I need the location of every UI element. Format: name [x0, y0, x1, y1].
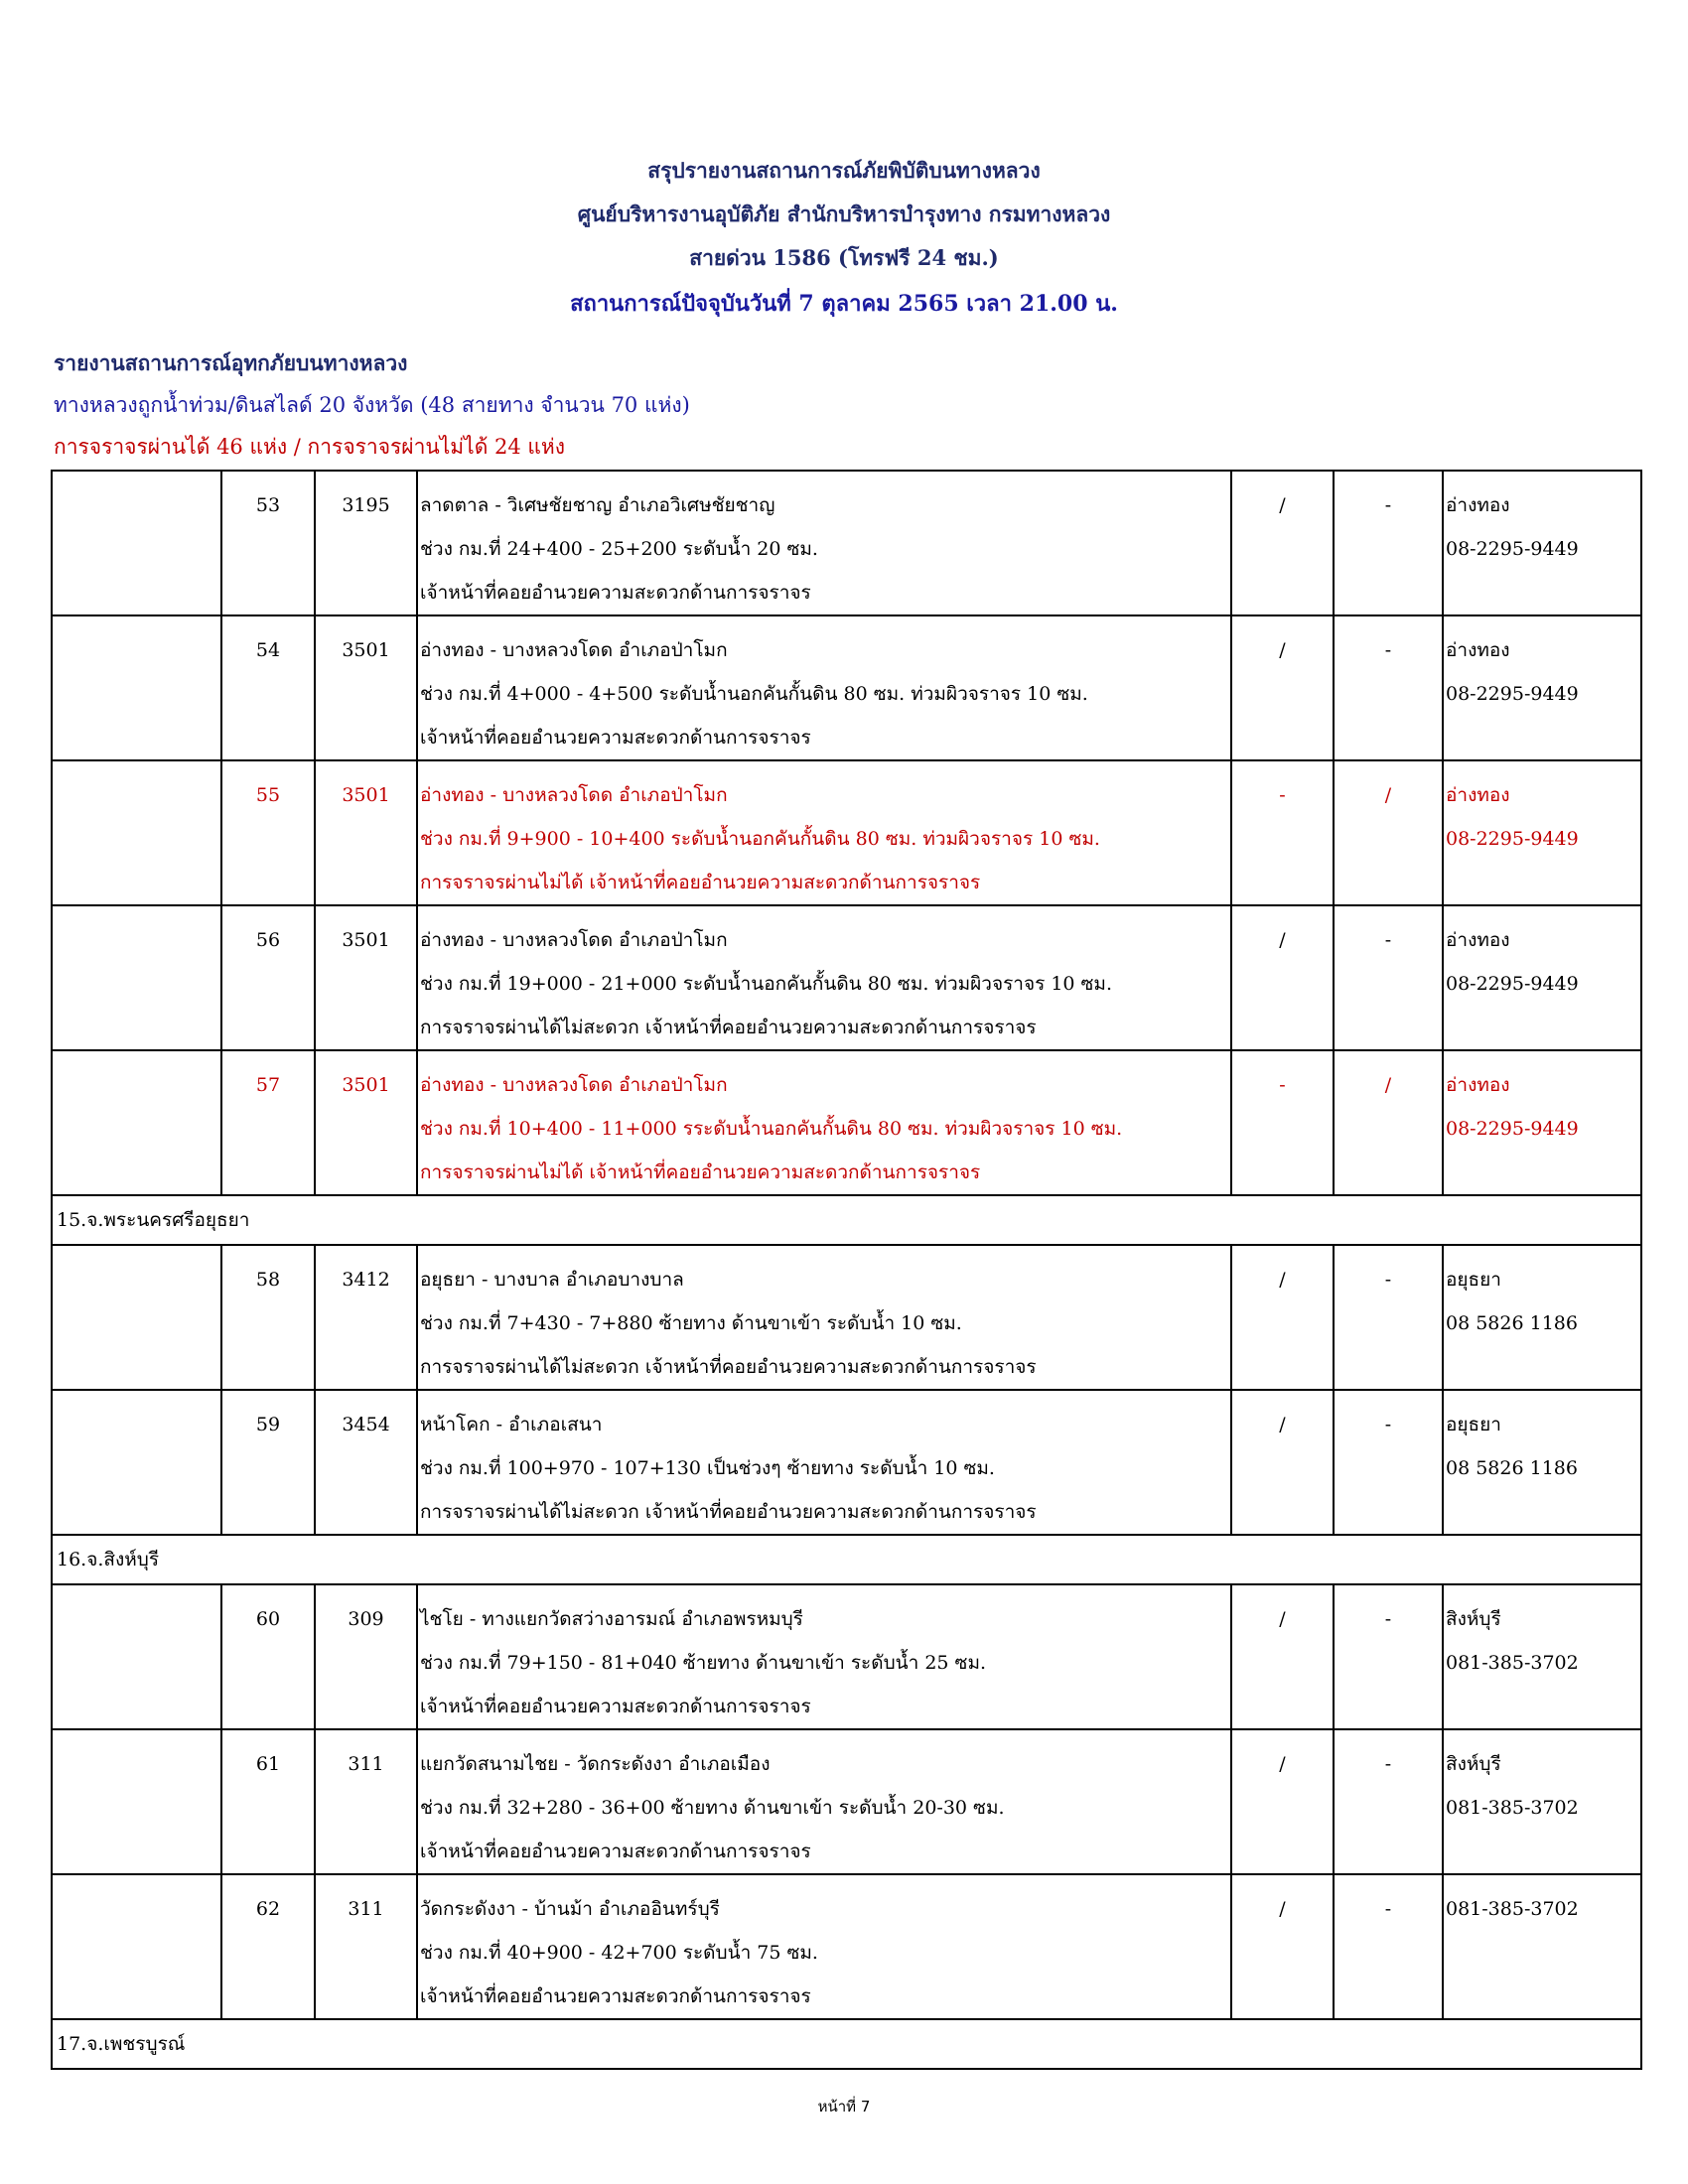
- province-name: 17.จ.เพชรบูรณ์: [52, 2019, 1641, 2069]
- incident-description-l1: อ่างทอง - บางหลวงโดด อำเภอป่าโมก: [420, 639, 728, 661]
- passable-flag-pass: /: [1279, 1753, 1286, 1775]
- incident-description-l3: การจราจรผ่านได้ไม่สะดวก เจ้าหน้าที่คอยอำนวยความสะดวกด้านการจราจร: [420, 1501, 1037, 1523]
- route-number: [315, 615, 417, 760]
- contact-info-c2: 081-385-3702: [1446, 1652, 1579, 1674]
- incident-description-l2: ช่วง กม.ที่ 40+900 - 42+700 ระดับน้ำ 75 ซม.: [420, 1942, 818, 1964]
- contact-info-c1: อยุธยา: [1446, 1414, 1501, 1435]
- route-number-code: 3454: [342, 1414, 390, 1435]
- incident-description-l2: ช่วง กม.ที่ 24+400 - 25+200 ระดับน้ำ 20 ซม.: [420, 538, 818, 560]
- contact-info: [1443, 1245, 1641, 1390]
- row-number-no: 56: [255, 929, 281, 951]
- contact-info-c1: อ่างทอง: [1446, 494, 1510, 516]
- route-number: [315, 1050, 417, 1195]
- impassable-flag-nopass: -: [1384, 639, 1392, 661]
- incident-description-l2: ช่วง กม.ที่ 79+150 - 81+040 ซ้ายทาง ด้านขาเข้า ระดับน้ำ 25 ซม.: [420, 1652, 987, 1674]
- impassable-flag-nopass: /: [1384, 784, 1392, 806]
- incident-description: [417, 471, 1231, 615]
- passable-flag: [1231, 1874, 1334, 2019]
- route-number-code: 311: [348, 1898, 384, 1920]
- report-title: สรุปรายงานสถานการณ์ภัยพิบัติบนทางหลวง: [647, 158, 1041, 183]
- route-number: [315, 905, 417, 1050]
- route-number-code: 3501: [342, 1074, 390, 1096]
- incident-description-l3: การจราจรผ่านไม่ได้ เจ้าหน้าที่คอยอำนวยความสะดวกด้านการจราจร: [420, 1161, 981, 1183]
- incident-description-l3: เจ้าหน้าที่คอยอำนวยความสะดวกด้านการจราจร: [420, 727, 811, 749]
- route-number: [315, 1729, 417, 1874]
- passable-flag: [1231, 1050, 1334, 1195]
- row-number: [221, 1729, 315, 1874]
- blank-cell: [52, 1245, 221, 1390]
- row-number-no: 60: [255, 1608, 281, 1630]
- passable-flag: [1231, 471, 1334, 615]
- incident-description-l2: ช่วง กม.ที่ 7+430 - 7+880 ซ้ายทาง ด้านขาเข้า ระดับน้ำ 10 ซม.: [420, 1312, 962, 1334]
- impassable-flag-nopass: /: [1384, 1074, 1392, 1096]
- passable-flag: [1231, 615, 1334, 760]
- impassable-flag-nopass: -: [1384, 1898, 1392, 1920]
- passable-flag: [1231, 760, 1334, 905]
- route-number: [315, 1390, 417, 1535]
- contact-info: [1443, 1584, 1641, 1729]
- impassable-flag: [1334, 1729, 1443, 1874]
- route-number-code: 3412: [342, 1269, 390, 1291]
- route-number: [315, 1584, 417, 1729]
- blank-cell: [52, 471, 221, 615]
- incident-description-l3: เจ้าหน้าที่คอยอำนวยความสะดวกด้านการจราจร: [420, 582, 811, 604]
- passable-flag: [1231, 1245, 1334, 1390]
- flood-summary: [54, 342, 690, 468]
- incident-description-l1: อ่างทอง - บางหลวงโดด อำเภอป่าโมก: [420, 784, 728, 806]
- row-number-no: 55: [255, 784, 281, 806]
- route-number-code: 3501: [342, 784, 390, 806]
- contact-info: [1443, 1874, 1641, 2019]
- row-number: [221, 471, 315, 615]
- incident-description-l1: อยุธยา - บางบาล อำเภอบางบาล: [420, 1269, 684, 1291]
- incident-description-l1: ลาดตาล - วิเศษชัยชาญ อำเภอวิเศษชัยชาญ: [420, 494, 775, 516]
- passable-flag: [1231, 1390, 1334, 1535]
- contact-info-c2: 08 5826 1186: [1446, 1312, 1578, 1334]
- table-row: [52, 1584, 1641, 1729]
- row-number-no: 53: [255, 494, 281, 516]
- row-number-no: 58: [255, 1269, 281, 1291]
- incident-description-l3: การจราจรผ่านไม่ได้ เจ้าหน้าที่คอยอำนวยความสะดวกด้านการจราจร: [420, 872, 981, 893]
- contact-info-c1: อ่างทอง: [1446, 1074, 1510, 1096]
- summary-affected: ทางหลวงถูกน้ำท่วม/ดินสไลด์ 20 จังหวัด (48 สายทาง จำนวน 70 แห่ง): [54, 393, 690, 417]
- row-number-no: 61: [255, 1753, 281, 1775]
- summary-title: รายงานสถานการณ์อุทกภัยบนทางหลวง: [54, 350, 408, 375]
- contact-info-c1: อ่างทอง: [1446, 639, 1510, 661]
- province-header-row: [52, 1535, 1641, 1584]
- route-number-code: 3501: [342, 929, 390, 951]
- province-header-row: [52, 2019, 1641, 2069]
- table-row: [52, 1729, 1641, 1874]
- incident-description-l2: ช่วง กม.ที่ 32+280 - 36+00 ซ้ายทาง ด้านขาเข้า ระดับน้ำ 20-30 ซม.: [420, 1797, 1005, 1819]
- impassable-flag: [1334, 471, 1443, 615]
- contact-info-c1: สิงห์บุรี: [1446, 1608, 1501, 1630]
- passable-flag-pass: /: [1279, 639, 1286, 661]
- row-number-no: 62: [255, 1898, 281, 1920]
- blank-cell: [52, 1390, 221, 1535]
- impassable-flag: [1334, 760, 1443, 905]
- passable-flag-pass: /: [1279, 1414, 1286, 1435]
- row-number: [221, 1050, 315, 1195]
- contact-info-c1: 081-385-3702: [1446, 1898, 1579, 1920]
- incident-description-l2: ช่วง กม.ที่ 4+000 - 4+500 ระดับน้ำนอกคันกั้นดิน 80 ซม. ท่วมผิวจราจร 10 ซม.: [420, 683, 1088, 705]
- incident-description-l1: ไชโย - ทางแยกวัดสว่างอารมณ์ อำเภอพรหมบุรี: [420, 1608, 803, 1630]
- contact-info-c2: 08 5826 1186: [1446, 1457, 1578, 1479]
- blank-cell: [52, 760, 221, 905]
- contact-info-c1: อยุธยา: [1446, 1269, 1501, 1291]
- route-number-code: 309: [348, 1608, 384, 1630]
- incident-table: [51, 470, 1642, 2070]
- incident-description-l3: การจราจรผ่านได้ไม่สะดวก เจ้าหน้าที่คอยอำนวยความสะดวกด้านการจราจร: [420, 1017, 1037, 1038]
- passable-flag-pass: -: [1279, 1074, 1286, 1096]
- blank-cell: [52, 905, 221, 1050]
- contact-info-c1: อ่างทอง: [1446, 929, 1510, 951]
- impassable-flag-nopass: -: [1384, 1753, 1392, 1775]
- route-number-code: 3195: [342, 494, 390, 516]
- incident-description-l2: ช่วง กม.ที่ 10+400 - 11+000 รระดับน้ำนอกคันกั้นดิน 80 ซม. ท่วมผิวจราจร 10 ซม.: [420, 1118, 1123, 1140]
- incident-description: [417, 1245, 1231, 1390]
- incident-description-l1: แยกวัดสนามไชย - วัดกระดังงา อำเภอเมือง: [420, 1753, 771, 1775]
- impassable-flag: [1334, 1874, 1443, 2019]
- contact-info: [1443, 471, 1641, 615]
- incident-description-l1: อ่างทอง - บางหลวงโดด อำเภอป่าโมก: [420, 1074, 728, 1096]
- row-number: [221, 615, 315, 760]
- blank-cell: [52, 1050, 221, 1195]
- incident-description-l3: การจราจรผ่านได้ไม่สะดวก เจ้าหน้าที่คอยอำนวยความสะดวกด้านการจราจร: [420, 1356, 1037, 1378]
- row-number: [221, 1390, 315, 1535]
- impassable-flag-nopass: -: [1384, 929, 1392, 951]
- contact-info: [1443, 1729, 1641, 1874]
- impassable-flag: [1334, 1050, 1443, 1195]
- table-row: [52, 905, 1641, 1050]
- route-number-code: 311: [348, 1753, 384, 1775]
- incident-description: [417, 905, 1231, 1050]
- province-name: 15.จ.พระนครศรีอยุธยา: [52, 1195, 1641, 1245]
- incident-description: [417, 1390, 1231, 1535]
- page-number: หน้าที่ 7: [817, 2098, 871, 2116]
- blank-cell: [52, 1584, 221, 1729]
- contact-info-c2: 08-2295-9449: [1446, 973, 1579, 995]
- incident-description: [417, 1584, 1231, 1729]
- incident-description-l1: อ่างทอง - บางหลวงโดด อำเภอป่าโมก: [420, 929, 728, 951]
- row-number-no: 57: [255, 1074, 281, 1096]
- contact-info-c2: 081-385-3702: [1446, 1797, 1579, 1819]
- contact-info-c1: อ่างทอง: [1446, 784, 1510, 806]
- row-number: [221, 1584, 315, 1729]
- contact-info: [1443, 905, 1641, 1050]
- summary-traffic: การจราจรผ่านได้ 46 แห่ง / การจราจรผ่านไม่ได้ 24 แห่ง: [54, 435, 566, 459]
- impassable-flag-nopass: -: [1384, 1414, 1392, 1435]
- contact-info-c2: 08-2295-9449: [1446, 1118, 1579, 1140]
- row-number: [221, 760, 315, 905]
- passable-flag-pass: -: [1279, 784, 1286, 806]
- incident-description-l2: ช่วง กม.ที่ 100+970 - 107+130 เป็นช่วงๆ ซ้ายทาง ระดับน้ำ 10 ซม.: [420, 1457, 995, 1479]
- route-number: [315, 471, 417, 615]
- incident-description: [417, 1050, 1231, 1195]
- incident-description-l1: วัดกระดังงา - บ้านม้า อำเภออินทร์บุรี: [420, 1898, 720, 1920]
- incident-description-l1: หน้าโคก - อำเภอเสนา: [420, 1414, 603, 1435]
- contact-info: [1443, 1050, 1641, 1195]
- incident-description-l3: เจ้าหน้าที่คอยอำนวยความสะดวกด้านการจราจร: [420, 1841, 811, 1862]
- contact-info-c1: สิงห์บุรี: [1446, 1753, 1501, 1775]
- incident-description-l3: เจ้าหน้าที่คอยอำนวยความสะดวกด้านการจราจร: [420, 1696, 811, 1717]
- table-row: [52, 1390, 1641, 1535]
- passable-flag-pass: /: [1279, 1898, 1286, 1920]
- contact-info-c2: 08-2295-9449: [1446, 683, 1579, 705]
- impassable-flag: [1334, 1245, 1443, 1390]
- passable-flag-pass: /: [1279, 494, 1286, 516]
- incident-description: [417, 760, 1231, 905]
- contact-info-c2: 08-2295-9449: [1446, 538, 1579, 560]
- row-number: [221, 1245, 315, 1390]
- row-number-no: 59: [255, 1414, 281, 1435]
- report-header: [0, 149, 1688, 326]
- report-datetime: สถานการณ์ปัจจุบันวันที่ 7 ตุลาคม 2565 เวลา 21.00 น.: [570, 291, 1118, 317]
- impassable-flag-nopass: -: [1384, 1608, 1392, 1630]
- province-name: 16.จ.สิงห์บุรี: [52, 1535, 1641, 1584]
- passable-flag: [1231, 905, 1334, 1050]
- table-row: [52, 471, 1641, 615]
- report-hotline: สายด่วน 1586 (โทรฟรี 24 ชม.): [689, 245, 999, 270]
- blank-cell: [52, 615, 221, 760]
- province-header-row: [52, 1195, 1641, 1245]
- blank-cell: [52, 1729, 221, 1874]
- impassable-flag: [1334, 1584, 1443, 1729]
- table-row: [52, 1050, 1641, 1195]
- route-number: [315, 760, 417, 905]
- row-number: [221, 1874, 315, 2019]
- passable-flag: [1231, 1729, 1334, 1874]
- contact-info: [1443, 615, 1641, 760]
- incident-description: [417, 1729, 1231, 1874]
- passable-flag: [1231, 1584, 1334, 1729]
- report-department: ศูนย์บริหารงานอุบัติภัย สำนักบริหารบำรุงทาง กรมทางหลวง: [577, 202, 1111, 226]
- route-number: [315, 1245, 417, 1390]
- blank-cell: [52, 1874, 221, 2019]
- impassable-flag: [1334, 615, 1443, 760]
- table-row: [52, 1245, 1641, 1390]
- row-number-no: 54: [255, 639, 281, 661]
- contact-info: [1443, 1390, 1641, 1535]
- table-row: [52, 1874, 1641, 2019]
- impassable-flag-nopass: -: [1384, 1269, 1392, 1291]
- passable-flag-pass: /: [1279, 929, 1286, 951]
- impassable-flag: [1334, 1390, 1443, 1535]
- table-row: [52, 615, 1641, 760]
- route-number-code: 3501: [342, 639, 390, 661]
- table-row: [52, 760, 1641, 905]
- impassable-flag: [1334, 905, 1443, 1050]
- incident-description-l3: เจ้าหน้าที่คอยอำนวยความสะดวกด้านการจราจร: [420, 1985, 811, 2007]
- route-number: [315, 1874, 417, 2019]
- incident-description: [417, 1874, 1231, 2019]
- incident-description: [417, 615, 1231, 760]
- impassable-flag-nopass: -: [1384, 494, 1392, 516]
- contact-info: [1443, 760, 1641, 905]
- incident-description-l2: ช่วง กม.ที่ 9+900 - 10+400 ระดับน้ำนอกคันกั้นดิน 80 ซม. ท่วมผิวจราจร 10 ซม.: [420, 828, 1100, 850]
- row-number: [221, 905, 315, 1050]
- incident-description-l2: ช่วง กม.ที่ 19+000 - 21+000 ระดับน้ำนอกคันกั้นดิน 80 ซม. ท่วมผิวจราจร 10 ซม.: [420, 973, 1112, 995]
- contact-info-c2: 08-2295-9449: [1446, 828, 1579, 850]
- passable-flag-pass: /: [1279, 1269, 1286, 1291]
- passable-flag-pass: /: [1279, 1608, 1286, 1630]
